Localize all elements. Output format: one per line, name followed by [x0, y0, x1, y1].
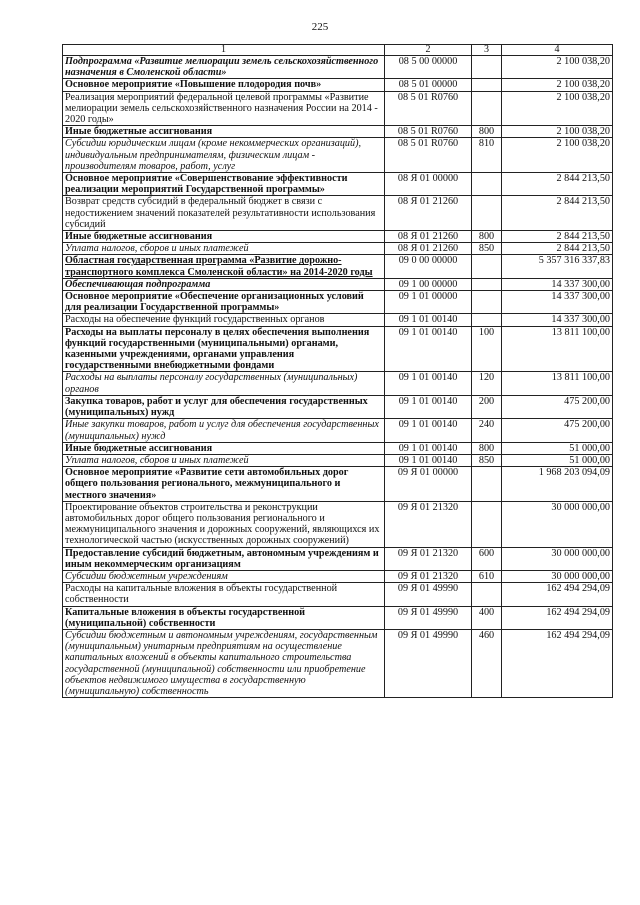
row-type-cell: 600 — [472, 547, 502, 570]
row-code-cell: 09 1 01 00140 — [385, 372, 472, 395]
program-title: Областная государственная программа «Развитие дорожно-транспортного комплекса Смоленской области» на 2014-2020 годы — [65, 255, 373, 278]
row-code-cell: 09 Я 01 49990 — [385, 629, 472, 697]
row-code-cell: 08 5 01 R0760 — [385, 138, 472, 173]
row-name-cell: Основное мероприятие «Повышение плодородия почв» — [63, 79, 385, 91]
table-row — [63, 79, 613, 91]
row-amount-cell: 2 100 038,20 — [502, 79, 613, 91]
row-amount-cell: 30 000 000,00 — [502, 547, 613, 570]
row-type-cell — [472, 278, 502, 290]
row-code-cell: 09 1 01 00140 — [385, 314, 472, 326]
row-amount-cell: 2 100 038,20 — [502, 138, 613, 173]
row-type-cell — [472, 501, 502, 547]
row-code-cell: 09 Я 01 00000 — [385, 467, 472, 502]
row-code-cell: 09 Я 01 21320 — [385, 501, 472, 547]
row-name-cell: Расходы на выплаты персоналу в целях обеспечения выполнения функций государственными (муниципальными) органами, казенными учреждениями, органами управления государственными внебюджетными фондами — [63, 326, 385, 372]
row-type-cell: 800 — [472, 442, 502, 454]
row-name-cell: Субсидии юридическим лицам (кроме некоммерческих организаций), индивидуальным предпринимателям, физическим лицам - производителям товаров, работ, услуг — [63, 138, 385, 173]
row-amount-cell: 51 000,00 — [502, 442, 613, 454]
row-amount-cell: 2 100 038,20 — [502, 56, 613, 79]
table-row — [63, 231, 613, 243]
table-row — [63, 583, 613, 606]
row-name-cell: Расходы на капитальные вложения в объекты государственной собственности — [63, 583, 385, 606]
row-amount-cell: 475 200,00 — [502, 419, 613, 442]
row-type-cell — [472, 314, 502, 326]
table-row — [63, 196, 613, 231]
row-type-cell — [472, 255, 502, 278]
row-code-cell: 09 Я 01 21320 — [385, 547, 472, 570]
row-name-cell: Основное мероприятие «Обеспечение организационных условий для реализации Государственной программы» — [63, 291, 385, 314]
row-amount-cell: 162 494 294,09 — [502, 606, 613, 629]
table-row — [63, 126, 613, 138]
row-name-cell: Обеспечивающая подпрограмма — [63, 278, 385, 290]
row-name-cell: Субсидии бюджетным учреждениям — [63, 570, 385, 582]
table-row — [63, 547, 613, 570]
row-amount-cell: 475 200,00 — [502, 395, 613, 418]
row-amount-cell: 51 000,00 — [502, 454, 613, 466]
row-name-cell: Основное мероприятие «Развитие сети автомобильных дорог общего пользования регионального, межмуниципального и местного значения» — [63, 467, 385, 502]
row-type-cell: 800 — [472, 231, 502, 243]
row-name-cell: Уплата налогов, сборов и иных платежей — [63, 454, 385, 466]
row-type-cell: 400 — [472, 606, 502, 629]
row-name-cell: Возврат средств субсидий в федеральный бюджет в связи с недостижением значений показателей результативности использования субсидий — [63, 196, 385, 231]
table-row — [63, 570, 613, 582]
row-name-cell — [63, 255, 385, 278]
row-name-cell: Капитальные вложения в объекты государственной (муниципальной) собственности — [63, 606, 385, 629]
table-row — [63, 454, 613, 466]
table-row — [63, 395, 613, 418]
row-name-cell: Субсидии бюджетным и автономным учреждениям, государственным (муниципальным) унитарным предприятиям на осуществление капитальных вложений в объекты капитального строительства государственной (муниципальной) собственности или приобретение объектов недвижимого имущества в государственную (муниципальную) собственность — [63, 629, 385, 697]
row-amount-cell: 14 337 300,00 — [502, 291, 613, 314]
column-header-type: 3 — [472, 45, 502, 56]
row-name-cell: Реализация мероприятий федеральной целевой программы «Развитие мелиорации земель сельскохозяйственного назначения России на 2014 - 2020 годы» — [63, 91, 385, 126]
row-code-cell: 08 5 00 00000 — [385, 56, 472, 79]
row-amount-cell: 14 337 300,00 — [502, 278, 613, 290]
row-type-cell — [472, 467, 502, 502]
table-row — [63, 56, 613, 79]
row-code-cell: 09 Я 01 49990 — [385, 606, 472, 629]
table-row — [63, 419, 613, 442]
row-code-cell: 08 Я 01 21260 — [385, 243, 472, 255]
row-code-cell: 08 Я 01 21260 — [385, 196, 472, 231]
row-name-cell: Иные бюджетные ассигнования — [63, 442, 385, 454]
row-name-cell: Расходы на выплаты персоналу государственных (муниципальных) органов — [63, 372, 385, 395]
table-row — [63, 291, 613, 314]
row-type-cell — [472, 291, 502, 314]
table-row — [63, 467, 613, 502]
row-amount-cell: 30 000 000,00 — [502, 570, 613, 582]
row-name-cell: Уплата налогов, сборов и иных платежей — [63, 243, 385, 255]
row-name-cell: Подпрограмма «Развитие мелиорации земель сельскохозяйственного назначения в Смоленской области» — [63, 56, 385, 79]
row-code-cell: 08 5 01 00000 — [385, 79, 472, 91]
column-header-amount: 4 — [502, 45, 613, 56]
table-row — [63, 173, 613, 196]
row-type-cell — [472, 79, 502, 91]
row-code-cell: 08 5 01 R0760 — [385, 126, 472, 138]
column-header-code: 2 — [385, 45, 472, 56]
row-name-cell: Предоставление субсидий бюджетным, автономным учреждениям и иным некоммерческим организациям — [63, 547, 385, 570]
row-name-cell: Расходы на обеспечение функций государственных органов — [63, 314, 385, 326]
row-code-cell: 08 Я 01 21260 — [385, 231, 472, 243]
row-name-cell: Проектирование объектов строительства и реконструкции автомобильных дорог общего пользования регионального и межмуниципального значения и дорожных сооружений, являющихся их технологической частью (искусственных дорожных сооружений) — [63, 501, 385, 547]
row-code-cell: 09 1 01 00140 — [385, 454, 472, 466]
row-amount-cell: 162 494 294,09 — [502, 583, 613, 606]
row-code-cell: 09 1 01 00140 — [385, 442, 472, 454]
row-type-cell: 100 — [472, 326, 502, 372]
row-code-cell: 09 1 01 00000 — [385, 291, 472, 314]
row-code-cell: 09 1 00 00000 — [385, 278, 472, 290]
row-name-cell: Основное мероприятие «Совершенствование эффективности реализации мероприятий Государственной программы» — [63, 173, 385, 196]
row-amount-cell: 2 100 038,20 — [502, 91, 613, 126]
row-amount-cell: 13 811 100,00 — [502, 372, 613, 395]
row-type-cell — [472, 56, 502, 79]
page-number: 225 — [311, 21, 329, 33]
budget-table — [62, 44, 613, 698]
table-row — [63, 606, 613, 629]
row-name-cell: Иные бюджетные ассигнования — [63, 126, 385, 138]
row-type-cell: 850 — [472, 454, 502, 466]
table-row — [63, 243, 613, 255]
row-amount-cell: 2 844 213,50 — [502, 173, 613, 196]
header-row — [63, 45, 613, 56]
row-amount-cell: 162 494 294,09 — [502, 629, 613, 697]
row-amount-cell: 2 844 213,50 — [502, 243, 613, 255]
table-row — [63, 629, 613, 697]
table-row — [63, 326, 613, 372]
row-type-cell — [472, 91, 502, 126]
table-row — [63, 372, 613, 395]
table-row — [63, 255, 613, 278]
row-name-cell: Иные закупки товаров, работ и услуг для обеспечения государственных (муниципальных) нужд — [63, 419, 385, 442]
column-header-name: 1 — [63, 45, 385, 56]
row-amount-cell: 2 844 213,50 — [502, 196, 613, 231]
table-row — [63, 91, 613, 126]
row-code-cell: 09 1 01 00140 — [385, 326, 472, 372]
row-amount-cell: 13 811 100,00 — [502, 326, 613, 372]
row-type-cell: 850 — [472, 243, 502, 255]
table-row — [63, 314, 613, 326]
row-amount-cell: 1 968 203 094,09 — [502, 467, 613, 502]
row-type-cell: 800 — [472, 126, 502, 138]
row-amount-cell: 5 357 316 337,83 — [502, 255, 613, 278]
row-type-cell: 810 — [472, 138, 502, 173]
table-row — [63, 501, 613, 547]
row-code-cell: 08 5 01 R0760 — [385, 91, 472, 126]
row-name-cell: Иные бюджетные ассигнования — [63, 231, 385, 243]
row-amount-cell: 14 337 300,00 — [502, 314, 613, 326]
row-type-cell — [472, 583, 502, 606]
row-amount-cell: 30 000 000,00 — [502, 501, 613, 547]
row-type-cell: 240 — [472, 419, 502, 442]
row-type-cell — [472, 173, 502, 196]
row-code-cell: 09 Я 01 21320 — [385, 570, 472, 582]
table-row — [63, 278, 613, 290]
row-amount-cell: 2 844 213,50 — [502, 231, 613, 243]
row-type-cell: 460 — [472, 629, 502, 697]
row-type-cell: 120 — [472, 372, 502, 395]
row-amount-cell: 2 100 038,20 — [502, 126, 613, 138]
table-row — [63, 442, 613, 454]
row-code-cell: 08 Я 01 00000 — [385, 173, 472, 196]
table-row — [63, 138, 613, 173]
row-type-cell — [472, 196, 502, 231]
row-type-cell: 200 — [472, 395, 502, 418]
row-code-cell: 09 Я 01 49990 — [385, 583, 472, 606]
row-name-cell: Закупка товаров, работ и услуг для обеспечения государственных (муниципальных) нужд — [63, 395, 385, 418]
row-code-cell: 09 0 00 00000 — [385, 255, 472, 278]
row-type-cell: 610 — [472, 570, 502, 582]
row-code-cell: 09 1 01 00140 — [385, 395, 472, 418]
row-code-cell: 09 1 01 00140 — [385, 419, 472, 442]
